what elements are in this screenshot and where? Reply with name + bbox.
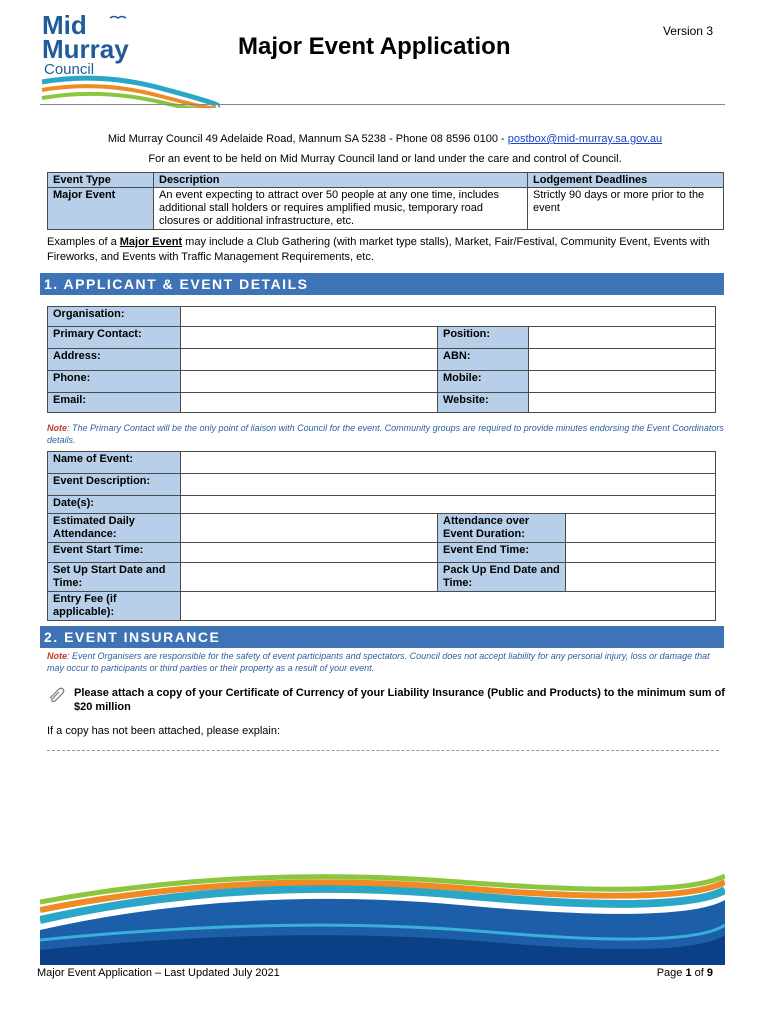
position-label: Position: <box>438 327 529 349</box>
page-total: 9 <box>706 967 713 979</box>
footer-doc-title: Major Event Application – Last Updated July 2021 <box>37 967 280 979</box>
address-label: Address: <box>48 349 181 371</box>
explain-label: If a copy has not been attached, please explain: <box>47 725 280 737</box>
mobile-label: Mobile: <box>438 371 529 393</box>
page-title: Major Event Application <box>238 33 511 60</box>
logo-line-1: Mid <box>42 10 87 40</box>
insurance-note-text: : Event Organisers are responsible for the safety of event participants and spectators. Council does not accept liability for any personal injury, loss or damage that may occur to participants or third parties or their property as a result of your event. <box>47 651 710 673</box>
council-address <box>0 133 770 145</box>
version-label: Version 3 <box>662 24 713 38</box>
section-2-header: 2. EVENT INSURANCE <box>40 626 724 648</box>
major-event-examples <box>47 235 727 265</box>
dates-input[interactable] <box>181 496 716 514</box>
mobile-input[interactable] <box>529 371 716 393</box>
email-link[interactable]: postbox@mid-murray.sa.gov.au <box>507 133 663 145</box>
event-name-label: Name of Event: <box>48 452 181 474</box>
end-time-input[interactable] <box>566 543 716 563</box>
event-description-value: An event expecting to attract over 50 people at any one time, includes additional stall holders or requires amplified music, temporary road closures or additional infrastructure, etc. <box>154 188 528 230</box>
paperclip-icon <box>47 686 65 702</box>
note-text: : The Primary Contact will be the only point of liaison with Council for the event. Community groups are required to provide minutes endorsing the Event Coordinators details. <box>47 423 724 445</box>
website-label: Website: <box>438 393 529 413</box>
start-time-label: Event Start Time: <box>48 543 181 563</box>
abn-input[interactable] <box>529 349 716 371</box>
primary-contact-note <box>47 422 727 446</box>
position-input[interactable] <box>529 327 716 349</box>
event-type-value: Major Event <box>48 188 154 230</box>
insurance-note-key: Note <box>47 651 67 661</box>
insurance-note <box>47 650 727 674</box>
end-time-label: Event End Time: <box>438 543 566 563</box>
col-header-description: Description <box>154 173 528 188</box>
packup-label: Pack Up End Date and Time: <box>438 563 566 592</box>
explain-input-line[interactable] <box>47 750 719 751</box>
logo-line-3: Council <box>44 61 95 78</box>
note-key: Note <box>47 423 67 433</box>
examples-emphasis: Major Event <box>119 236 183 248</box>
logo-line-2: Murray <box>42 34 129 64</box>
dates-label: Date(s): <box>48 496 181 514</box>
organisation-input[interactable] <box>181 307 716 327</box>
council-logo <box>40 10 220 108</box>
attendance-duration-input[interactable] <box>566 514 716 543</box>
phone-label: Phone: <box>48 371 181 393</box>
applicant-details-table <box>47 306 716 413</box>
col-header-event-type: Event Type <box>48 173 154 188</box>
deadline-value: Strictly 90 days or more prior to the event <box>528 188 724 230</box>
section-1-header: 1. APPLICANT & EVENT DETAILS <box>40 273 724 295</box>
attendance-duration-label: Attendance over Event Duration: <box>438 514 566 543</box>
website-input[interactable] <box>529 393 716 413</box>
event-description-input[interactable] <box>181 474 716 496</box>
attach-text: Please attach a copy of your Certificate of Currency of your Liability Insurance (Public and Products) to the minimum sum of $20 million <box>74 687 725 713</box>
event-description-label: Event Description: <box>48 474 181 496</box>
primary-contact-input[interactable] <box>181 327 438 349</box>
entry-fee-label: Entry Fee (if applicable): <box>48 592 181 621</box>
organisation-label: Organisation: <box>48 307 181 327</box>
examples-suffix: may include a Club Gathering (with market type stalls), Market, Fair/Festival, Community Event, Events with Fireworks, and Events with Traffic Management Requirements, etc. <box>47 236 710 263</box>
attendance-label: Estimated Daily Attendance: <box>48 514 181 543</box>
page-current: 1 <box>685 967 692 979</box>
setup-input[interactable] <box>181 563 438 592</box>
primary-contact-label: Primary Contact: <box>48 327 181 349</box>
event-type-table <box>47 172 724 230</box>
email-input[interactable] <box>181 393 438 413</box>
event-name-input[interactable] <box>181 452 716 474</box>
examples-prefix: Examples of a <box>47 236 120 248</box>
email-label: Email: <box>48 393 181 413</box>
attendance-input[interactable] <box>181 514 438 543</box>
setup-label: Set Up Start Date and Time: <box>48 563 181 592</box>
packup-input[interactable] <box>566 563 716 592</box>
page-mid: of <box>691 967 707 979</box>
intro-text: For an event to be held on Mid Murray Council land or land under the care and control of Council. <box>148 153 622 165</box>
address-input[interactable] <box>181 349 438 371</box>
address-text: Mid Murray Council 49 Adelaide Road, Mannum SA 5238 - Phone 08 8596 0100 - <box>107 133 508 145</box>
phone-input[interactable] <box>181 371 438 393</box>
footer-wave-banner <box>40 870 725 965</box>
page-indicator <box>657 967 713 979</box>
abn-label: ABN: <box>438 349 529 371</box>
event-details-table <box>47 451 716 621</box>
attach-instruction <box>47 686 727 714</box>
start-time-input[interactable] <box>181 543 438 563</box>
header-divider <box>40 104 725 105</box>
page-prefix: Page <box>656 967 686 979</box>
footer-wave-graphic <box>40 870 725 965</box>
entry-fee-input[interactable] <box>181 592 716 621</box>
col-header-deadlines: Lodgement Deadlines <box>528 173 724 188</box>
